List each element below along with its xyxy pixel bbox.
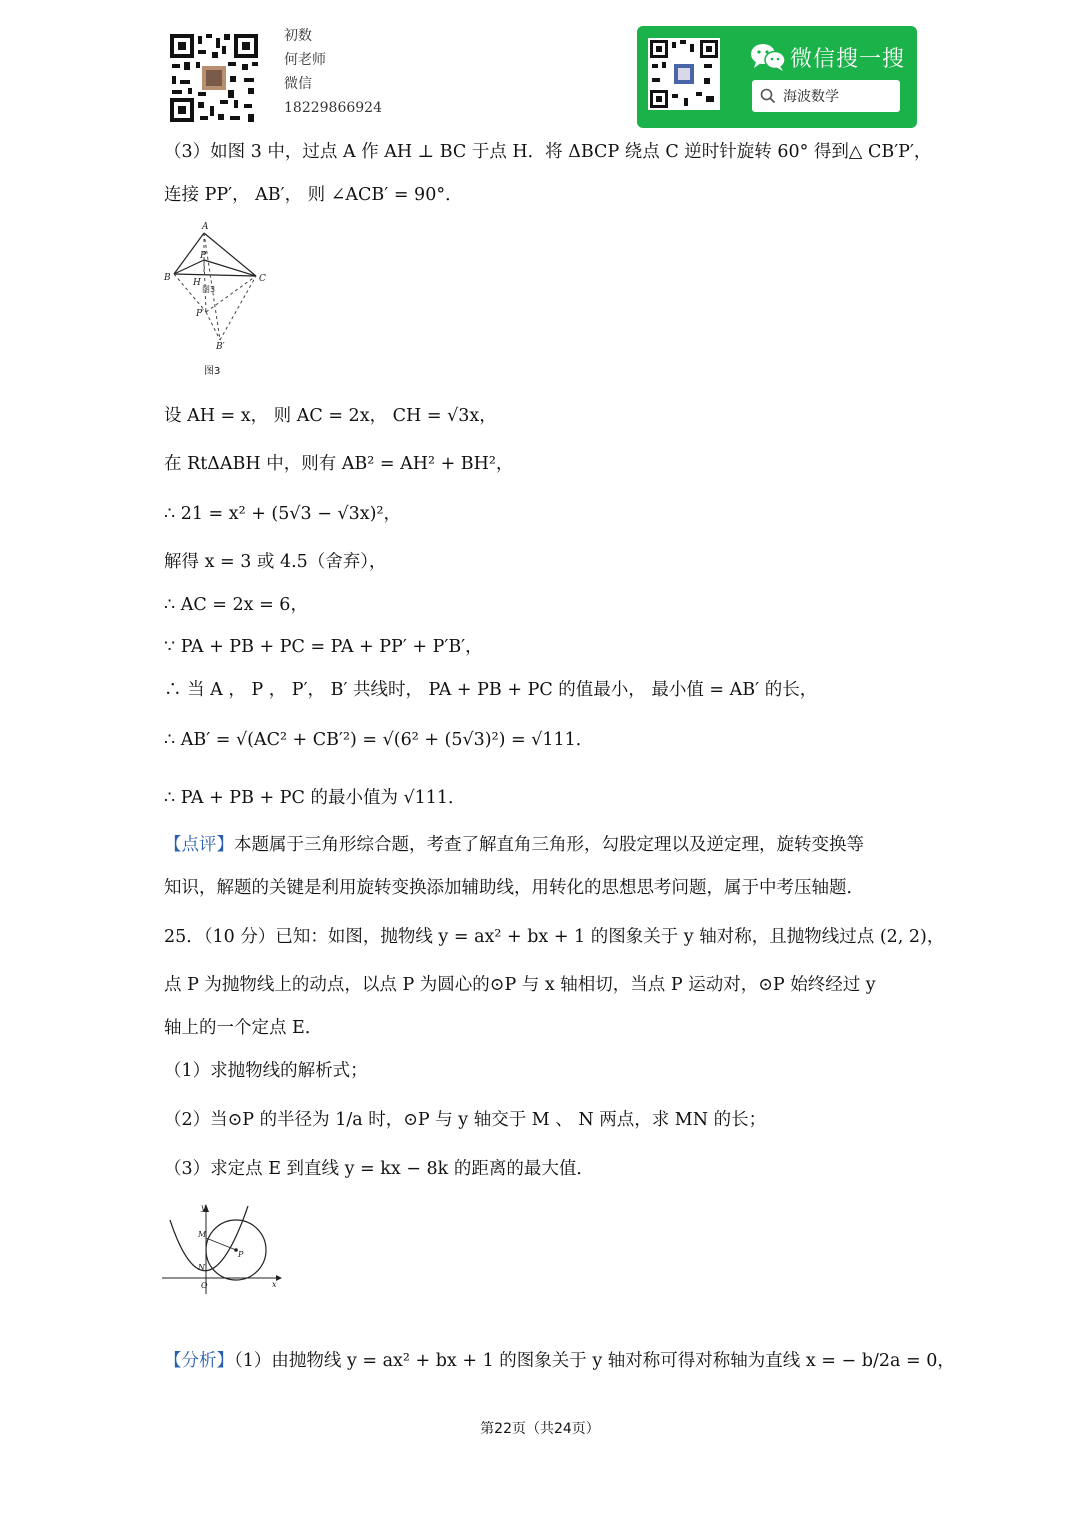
fig25-label-n: N — [198, 1263, 205, 1272]
fig25-label-p: P — [238, 1250, 244, 1259]
fig3-label-pprime: P′ — [196, 309, 205, 319]
qr-code-right — [648, 38, 720, 110]
analysis-text: （1）由抛物线 y = ax² + bx + 1 的图象关于 y 轴对称可得对称轴为直线 x = − b/2a = 0， — [234, 1351, 955, 1371]
text-solution-line2: 在 RtΔABH 中，则有 AB² = AH² + BH²， — [164, 454, 514, 474]
header-teacher-name: 何老师 — [284, 52, 326, 68]
fig3-label-b: B — [164, 273, 171, 283]
header-line-chushu: 初数 — [284, 28, 312, 44]
fig3-inner-caption: 图3 — [202, 285, 216, 294]
comment-text-line1: 本题属于三角形综合题，考查了解直角三角形，勾股定理以及逆定理，旋转变换等 — [234, 835, 864, 855]
figure-25-diagram — [160, 1200, 285, 1295]
header-phone: 18229866924 — [284, 100, 382, 116]
question-25-sub2: （2）当⊙P 的半径为 1/a 时，⊙P 与 y 轴交于 M 、 N 两点，求 MN 的长； — [164, 1110, 767, 1130]
text-solution-line6: ∵ PA + PB + PC = PA + PP′ + P′B′， — [164, 637, 483, 657]
fig25-label-m: M — [198, 1230, 207, 1239]
wechat-logo-icon — [750, 42, 786, 72]
text-solution-line9: ∴ PA + PB + PC 的最小值为 √111． — [164, 788, 466, 808]
comment-tag: 【点评】 — [164, 835, 234, 855]
text-solution-line3: ∴ 21 = x² + (5√3 − √3x)²， — [164, 504, 401, 524]
figure-3-caption: 图3 — [204, 366, 221, 377]
question-25-line1: 25．（10 分）已知：如图，抛物线 y = ax² + bx + 1 的图象关于 y 轴对称，且抛物线过点 (2, 2)， — [164, 927, 945, 947]
question-25-line2: 点 P 为抛物线上的动点，以点 P 为圆心的⊙P 与 x 轴相切，当点 P 运动对，⊙P 始终经过 y — [164, 975, 876, 995]
fig25-label-y: y — [201, 1203, 206, 1212]
fig3-label-a: A — [202, 222, 209, 232]
fig3-label-c: C — [259, 274, 266, 284]
fig25-label-o: O — [201, 1281, 208, 1290]
text-solution-line4: 解得 x = 3 或 4.5（舍弃）， — [164, 552, 387, 572]
text-part3-line2: 连接 PP′， AB′， 则 ∠ACB′ = 90°． — [164, 185, 463, 205]
qr-code-left — [168, 32, 260, 124]
text-solution-line1: 设 AH = x， 则 AC = 2x， CH = √3x， — [164, 406, 497, 426]
fig3-label-h: H — [193, 278, 201, 288]
question-25-sub1: （1）求抛物线的解析式； — [164, 1061, 368, 1081]
question-25-sub3: （3）求定点 E 到直线 y = kx − 8k 的距离的最大值． — [164, 1159, 594, 1179]
analysis-tag: 【分析】 — [164, 1351, 234, 1371]
page-footer: 第22页（共24页） — [480, 1421, 600, 1437]
fig25-label-x: x — [272, 1280, 277, 1289]
wechat-search-text: 海波数学 — [783, 89, 839, 105]
question-25-line3: 轴上的一个定点 E． — [164, 1018, 323, 1038]
comment-paragraph — [164, 833, 864, 857]
text-solution-line8: ∴ AB′ = √(AC² + CB′²) = √(6² + (5√3)²) = √111． — [164, 730, 594, 750]
fig3-label-p: P — [200, 251, 207, 261]
text-part3-line1: （3）如图 3 中，过点 A 作 AH ⊥ BC 于点 H．将 ΔBCP 绕点 C 逆时针旋转 60° 得到△ CB′P′， — [164, 142, 932, 162]
fig3-label-bprime: B′ — [216, 342, 225, 352]
text-solution-line7: ∴ 当 A ， P ， P′， B′ 共线时， PA + PB + PC 的值最小， 最小值 = AB′ 的长， — [164, 680, 818, 700]
figure-3-diagram — [160, 218, 280, 363]
wechat-search-title: 微信搜一搜 — [790, 47, 906, 72]
comment-text-line2: 知识，解题的关键是利用旋转变换添加辅助线，用转化的思想思考问题，属于中考压轴题． — [164, 878, 864, 898]
text-solution-line5: ∴ AC = 2x = 6， — [164, 595, 308, 615]
analysis-paragraph — [164, 1349, 955, 1373]
search-icon — [760, 88, 776, 104]
header-wechat-label: 微信 — [284, 76, 312, 92]
